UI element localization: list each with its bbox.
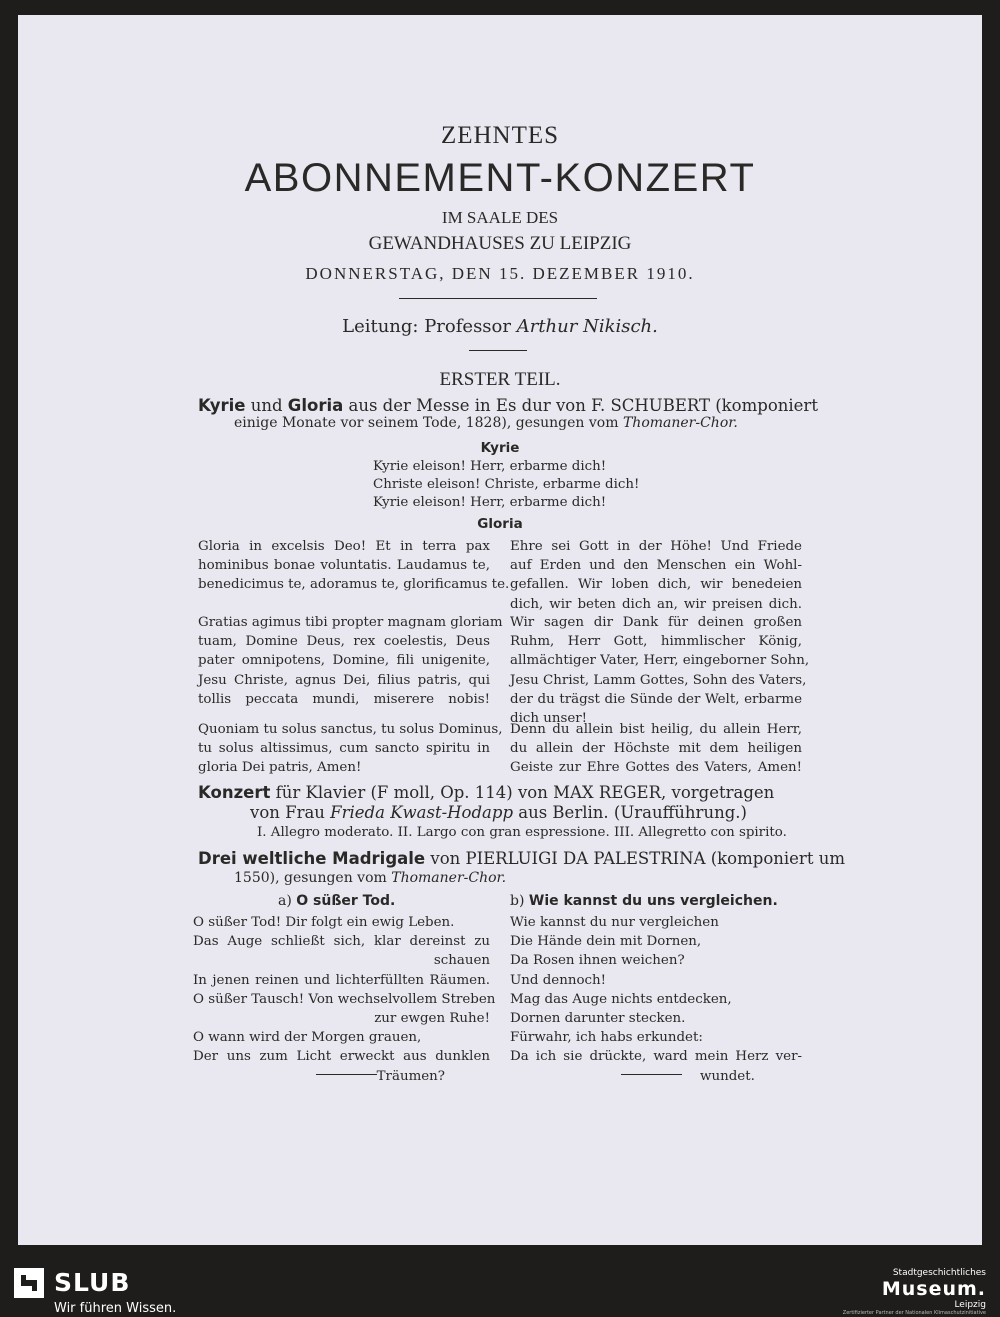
museum-city: Leipzig	[954, 1300, 986, 1310]
venue-line-1: IM SAALE DES	[441, 208, 559, 227]
schubert-description: aus der Messe in Es dur von F. SCHUBERT (komponiert	[343, 396, 818, 415]
concert-number: ZEHNTES	[440, 122, 560, 149]
text-line: Die Hände dein mit Dornen,	[510, 934, 702, 950]
text-line: Dornen darunter stecken.	[510, 1011, 686, 1027]
palestrina-description: von PIERLUIGI DA PALESTRINA (komponiert um	[425, 849, 845, 868]
venue-line-2: GEWANDHAUSES ZU LEIPZIG	[368, 233, 632, 254]
part-heading: ERSTER TEIL.	[439, 369, 561, 390]
text-line: wundet.	[700, 1068, 755, 1084]
conjunction: und	[245, 396, 288, 415]
soloist-name: Frieda Kwast-Hodapp	[330, 803, 514, 822]
text-line: schauen	[433, 953, 490, 969]
gloria-german-stanza-3	[510, 720, 802, 778]
concert-date: DONNERSTAG, DEN 15. DEZEMBER 1910.	[305, 264, 695, 283]
madrigal-b-title: Wie kannst du uns vergleichen.	[528, 893, 778, 909]
text-line: der du trägst die Sünde der Welt, erbarme	[510, 691, 802, 707]
program-item-palestrina	[198, 849, 845, 868]
text-line: In jenen reinen und lichterfüllten Räumen.	[193, 972, 490, 988]
text-line: Wie kannst du nur vergleichen	[510, 915, 719, 930]
text-line: Mag das Auge nichts entdecken,	[510, 991, 732, 1007]
text-line: Ruhm, Herr Gott, himmlischer König,	[510, 634, 802, 650]
text-line: Wir sagen dir Dank für deinen großen	[510, 615, 802, 630]
slub-mark-icon	[14, 1268, 44, 1298]
text-line: Jesu Christe, agnus Dei, filius patris, qui	[198, 672, 490, 688]
gloria-latin-stanza-1	[198, 537, 510, 595]
reger-description: für Klavier (F moll, Op. 114) von MAX REGER, vorgetragen	[270, 783, 775, 802]
kyrie-line: Christe eleison! Christe, erbarme dich!	[373, 477, 640, 492]
slub-tagline: Wir führen Wissen.	[54, 1301, 177, 1316]
text-line: Gloria in excelsis Deo! Et in terra pax	[198, 539, 490, 554]
text-line: Gratias agimus tibi propter magnam gloriam	[198, 615, 503, 630]
text-line: Fürwahr, ich habs erkundet:	[510, 1030, 703, 1046]
madrigale-title: Drei weltliche Madrigale	[198, 849, 426, 868]
header-divider	[399, 298, 597, 299]
museum-wordmark: Museum.	[881, 1278, 986, 1300]
konzert-title: Konzert	[198, 783, 271, 802]
kyrie-line: Kyrie eleison! Herr, erbarme dich!	[373, 459, 607, 474]
text-line: Quoniam tu solus sanctus, tu solus Dominus,	[198, 722, 503, 737]
gloria-german-stanza-1	[510, 537, 802, 614]
gloria-latin-stanza-3	[198, 720, 503, 778]
madrigal-a-title: O süßer Tod.	[296, 893, 396, 909]
reger-detail-end: aus Berlin. (Uraufführung.)	[513, 803, 747, 822]
gloria-title: Gloria	[287, 396, 344, 415]
madrigal-a-heading	[278, 893, 395, 909]
palestrina-detail: 1550), gesungen vom	[234, 870, 392, 886]
text-line: O süßer Tod! Dir folgt ein ewig Leben.	[193, 915, 455, 930]
madrigal-a-text	[193, 913, 496, 1086]
text-line: gefallen. Wir loben dich, wir benedeien	[510, 577, 802, 593]
text-line: dich, wir beten dich an, wir preisen dich.	[510, 596, 802, 612]
text-line: O wann wird der Morgen grauen,	[193, 1030, 422, 1046]
text-line: tuam, Domine Deus, rex coelestis, Deus	[198, 634, 490, 650]
choir-name: Thomaner-Chor.	[391, 870, 507, 886]
gloria-latin-stanza-2	[198, 613, 503, 709]
text-line: Da Rosen ihnen weichen?	[510, 953, 685, 969]
text-line: Da ich sie drückte, ward mein Herz ver-	[510, 1049, 802, 1065]
madrigal-b-prefix: b)	[510, 893, 529, 909]
text-line: Und dennoch!	[510, 972, 607, 988]
gloria-german-stanza-2	[510, 613, 810, 728]
text-line: gloria Dei patris, Amen!	[198, 760, 362, 776]
program-item-reger	[198, 783, 774, 802]
text-line: du allein der Höchste mit dem heiligen	[510, 741, 802, 757]
text-line: allmächtiger Vater, Herr, eingeborner Sohn,	[510, 653, 810, 669]
program-item-schubert	[198, 396, 818, 415]
text-line: Träumen?	[376, 1068, 445, 1084]
program-item-reger-line2	[250, 803, 747, 822]
schubert-detail: einige Monate vor seinem Tode, 1828), gesungen vom	[234, 415, 623, 431]
conductor-name: Arthur Nikisch.	[516, 316, 658, 337]
museum-logo[interactable]	[843, 1268, 986, 1316]
gloria-heading: Gloria	[477, 516, 523, 532]
text-line: Denn du allein bist heilig, du allein Herr,	[510, 722, 802, 737]
text-line: Das Auge schließt sich, klar dereinst zu	[193, 934, 490, 950]
text-line: Jesu Christ, Lamm Gottes, Sohn des Vaters,	[510, 672, 807, 688]
madrigal-a-end-rule	[316, 1074, 377, 1075]
concert-title: ABONNEMENT-KONZERT	[244, 156, 756, 200]
kyrie-title: Kyrie	[198, 396, 246, 415]
reger-movements: I. Allegro moderato. II. Largo con gran espressione. III. Allegretto con spirito.	[257, 825, 787, 840]
slub-wordmark: SLUB	[54, 1268, 131, 1297]
kyrie-heading: Kyrie	[480, 440, 520, 456]
text-line: pater omnipotens, Domine, fili unigenite,	[198, 653, 490, 669]
text-line: zur ewgen Ruhe!	[374, 1011, 490, 1027]
museum-top-line: Stadtgeschichtliches	[892, 1268, 986, 1278]
text-line: auf Erden und den Menschen ein Wohl-	[510, 558, 802, 574]
conductor-label: Leitung: Professor	[342, 316, 511, 337]
text-line: hominibus bonae voluntatis. Laudamus te,	[198, 558, 490, 574]
text-line: Ehre sei Gott in der Höhe! Und Friede	[510, 539, 802, 554]
text-line: Geiste zur Ehre Gottes des Vaters, Amen!	[510, 760, 802, 776]
choir-name: Thomaner-Chor.	[622, 415, 738, 431]
madrigal-b-text	[510, 913, 802, 1086]
text-line: tollis peccata mundi, miserere nobis!	[198, 691, 490, 707]
text-line: benedicimus te, adoramus te, glorificamus te.	[198, 577, 510, 593]
kyrie-line: Kyrie eleison! Herr, erbarme dich!	[373, 495, 607, 510]
text-line: dich unser!	[510, 711, 588, 727]
madrigal-b-end-rule	[621, 1074, 682, 1075]
museum-note: Zertifizierter Partner der Nationalen Klimaschutzinitiative	[842, 1310, 986, 1316]
program-item-palestrina-line2	[234, 870, 506, 886]
text-line: tu solus altissimus, cum sancto spiritu in	[198, 741, 490, 757]
conductor-line	[0, 316, 1000, 337]
conductor-divider	[469, 350, 527, 351]
madrigal-a-prefix: a)	[278, 893, 297, 909]
text-line: Der uns zum Licht erweckt aus dunklen	[193, 1049, 490, 1065]
text-line: O süßer Tausch! Von wechselvollem Streben	[193, 991, 496, 1007]
madrigal-b-heading	[510, 893, 778, 909]
program-item-schubert-line2	[234, 415, 738, 431]
reger-detail: von Frau	[250, 803, 331, 822]
